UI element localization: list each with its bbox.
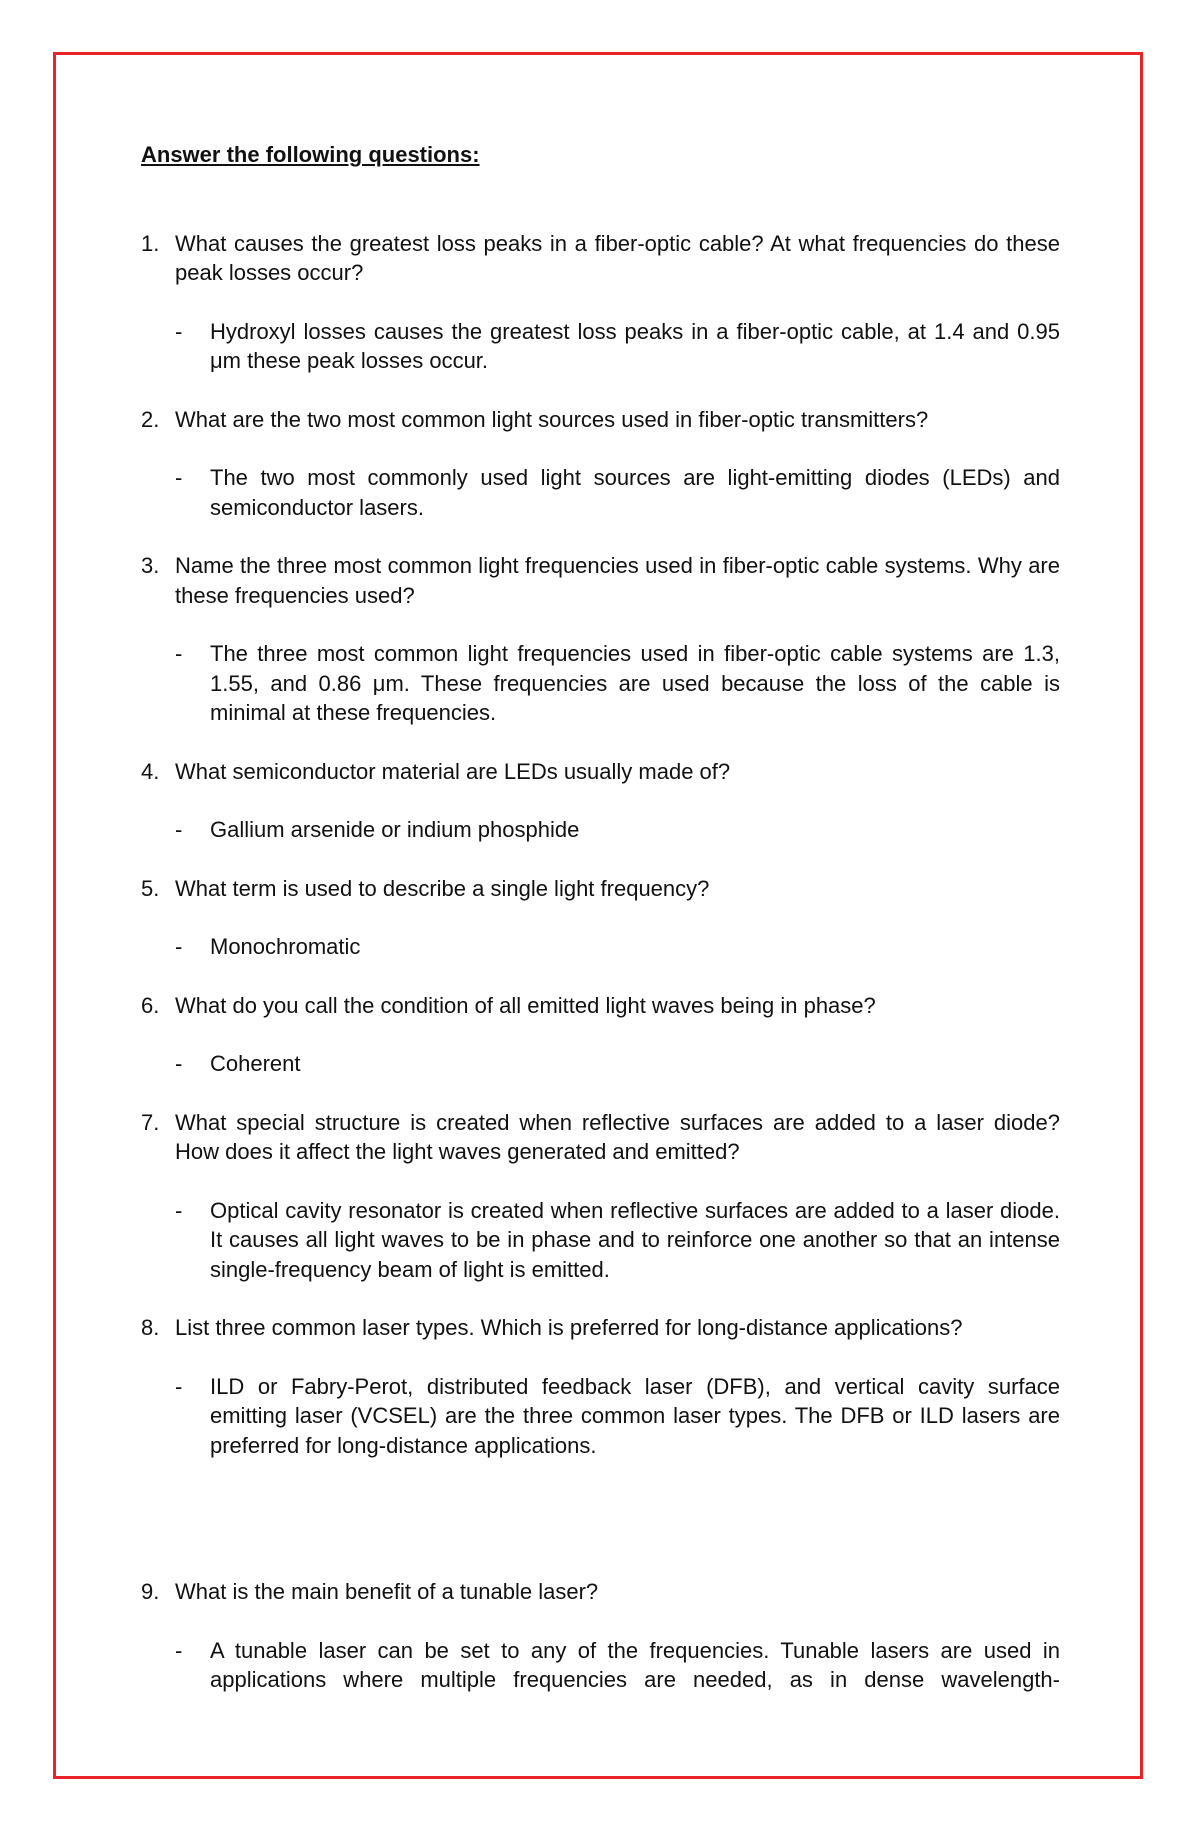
question-number: 6. [141, 992, 160, 1018]
question-text: Name the three most common light frequencies used in fiber-optic cable systems. Why are these frequencies used? [175, 553, 1060, 608]
answer-text: The three most common light frequencies used in fiber-optic cable systems are 1.3, 1.55, and 0.86 μm. These frequencies are used because the loss of the cable is minimal at these frequencies. [210, 641, 1060, 725]
answer-dash: - [175, 1373, 183, 1399]
answer-dash: - [175, 934, 183, 959]
document-content [141, 140, 1060, 1724]
question-number: 5. [141, 875, 160, 901]
answer-3 [175, 639, 1060, 728]
answer-7 [175, 1196, 1060, 1285]
answer-dash: - [175, 1051, 183, 1076]
question-number: 2. [141, 406, 160, 432]
blank-gap [141, 1489, 1060, 1577]
question-number: 9. [141, 1579, 160, 1604]
question-3 [141, 551, 1060, 610]
question-2 [141, 405, 1060, 435]
answer-dash: - [175, 1637, 183, 1663]
question-text: What special structure is created when reflective surfaces are added to a laser diode? How does it affect the light waves generated and emitted? [175, 1109, 1060, 1164]
answer-dash: - [175, 817, 183, 842]
question-text: What is the main benefit of a tunable laser? [175, 1579, 599, 1604]
answer-5 [175, 932, 1060, 962]
answer-dash: - [175, 465, 183, 490]
question-number: 4. [141, 758, 160, 784]
answer-text: Gallium arsenide or indium phosphide [210, 817, 580, 842]
answer-dash: - [175, 641, 183, 666]
question-text: List three common laser types. Which is preferred for long-distance applications? [175, 1315, 963, 1340]
question-text: What causes the greatest loss peaks in a fiber-optic cable? At what frequencies do these peak losses occur? [175, 230, 1060, 285]
answer-text: Optical cavity resonator is created when reflective surfaces are added to a laser diode. It causes all light waves to be in phase and to reinforce one another so that an intense single-frequency beam of light is emitted. [210, 1197, 1060, 1282]
question-number: 1. [141, 230, 160, 256]
question-text: What semiconductor material are LEDs usually made of? [175, 758, 731, 784]
question-7 [141, 1108, 1060, 1167]
question-8 [141, 1313, 1060, 1343]
question-4 [141, 757, 1060, 787]
answer-dash: - [175, 1197, 183, 1223]
answer-6 [175, 1049, 1060, 1079]
question-number: 3. [141, 553, 160, 578]
answer-text: A tunable laser can be set to any of the frequencies. Tunable lasers are used in applications where multiple frequencies are needed, as in dense wavelength- [210, 1637, 1060, 1692]
answer-text: Coherent [210, 1051, 301, 1076]
question-6 [141, 991, 1060, 1021]
question-number: 7. [141, 1109, 160, 1135]
answer-2 [175, 463, 1060, 522]
answer-8 [175, 1372, 1060, 1461]
answer-text: Monochromatic [210, 934, 361, 959]
answer-text: Hydroxyl losses causes the greatest loss peaks in a fiber-optic cable, at 1.4 and 0.95 μm these peak losses occur. [210, 318, 1060, 373]
answer-1 [175, 317, 1060, 376]
question-1 [141, 229, 1060, 288]
question-text: What term is used to describe a single light frequency? [175, 875, 710, 901]
answer-4 [175, 815, 1060, 845]
question-text: What are the two most common light sources used in fiber-optic transmitters? [175, 406, 929, 432]
answer-text: The two most commonly used light sources are light-emitting diodes (LEDs) and semiconductor lasers. [210, 465, 1060, 520]
question-5 [141, 874, 1060, 904]
answer-text: ILD or Fabry-Perot, distributed feedback laser (DFB), and vertical cavity surface emitting laser (VCSEL) are the three common laser types. The DFB or ILD lasers are preferred for long-distance applications. [210, 1373, 1060, 1458]
answer-9 [175, 1636, 1060, 1695]
question-9 [141, 1577, 1060, 1607]
page-heading: Answer the following questions: [141, 142, 480, 167]
question-number: 8. [141, 1315, 160, 1340]
question-text: What do you call the condition of all emitted light waves being in phase? [175, 992, 876, 1018]
answer-dash: - [175, 318, 183, 344]
